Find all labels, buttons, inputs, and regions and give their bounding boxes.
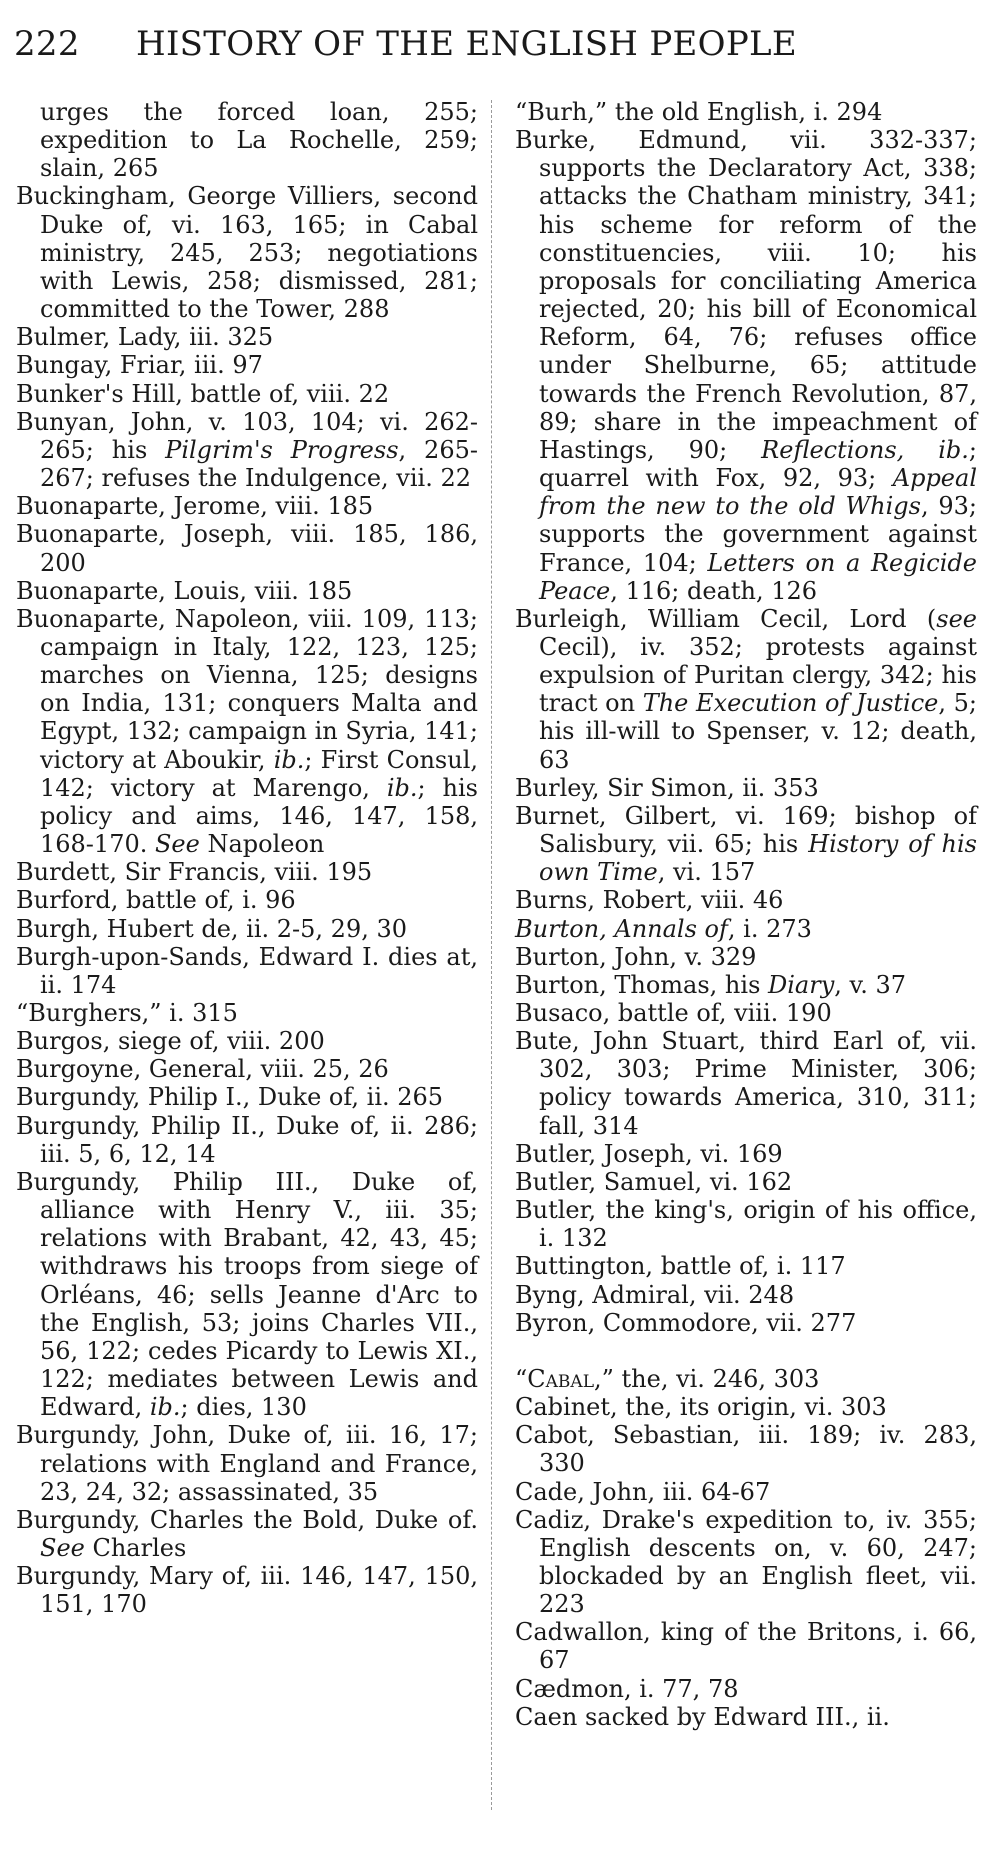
entry-text: Burton, Annals of [515, 914, 728, 943]
entry-text: , i. 273 [727, 914, 812, 943]
entry-text: urges the forced loan, 255; expedition to La Rochelle, 259; slain, 265 [40, 98, 478, 183]
entry-text: History of his own Time [539, 830, 977, 887]
entry-text: Burgundy, Philip III., Duke of, alliance with Henry V., iii. 35; relations with Brabant, 42, 43, 45; withdraws his troops from siege of Orléans, 46; sells Jeanne d'Arc to the English, 53; joins Charles VII., 56, 122; cedes Picardy to Lewis XI., 122; mediates between Lewis and Edward, [16, 1167, 478, 1422]
page-header [14, 22, 974, 66]
index-entry [515, 126, 977, 605]
entry-text: Buckingham, George Villiers, second Duke of, vi. 163, 165; in Cabal ministry, 245, 253; negotiations with Lewis, 258; dismissed, 281; committed to the Tower, 288 [16, 182, 478, 324]
entry-text: Burton, Thomas, his [515, 970, 769, 999]
entry-text: Cabinet, the, its origin, vi. 303 [515, 1393, 887, 1422]
entry-text: Buonaparte, Louis, viii. 185 [16, 576, 353, 605]
index-entry [16, 98, 478, 182]
entry-text: Reflections, ib. [761, 435, 969, 464]
index-entry [515, 1618, 977, 1674]
entry-text: Buonaparte, Jerome, viii. 185 [16, 492, 374, 521]
entry-text: Napoleon [199, 830, 325, 859]
index-entry [515, 1027, 977, 1140]
index-entry [16, 886, 478, 914]
index-entry [16, 323, 478, 351]
entry-text: Bunyan, John, v. 103, 104; vi. 262-265; his [16, 407, 478, 464]
index-entry [515, 774, 977, 802]
index-entry [515, 1309, 977, 1337]
entry-text: Cadiz, Drake's expedition to, iv. 355; English descents on, v. 60, 247; blockaded by an English fleet, vii. 223 [515, 1505, 977, 1619]
entry-text: Burgundy, Philip II., Duke of, ii. 286; iii. 5, 6, 12, 14 [16, 1111, 478, 1168]
entry-text: , 93; supports the government against France, 104; [539, 492, 977, 577]
index-entry [515, 943, 977, 971]
entry-text: ; dies, 130 [180, 1393, 307, 1422]
entry-text: see [936, 604, 977, 633]
index-entry [16, 1168, 478, 1421]
entry-text: Burgoyne, General, viii. 25, 26 [16, 1055, 389, 1084]
entry-text: Butler, Samuel, vi. 162 [515, 1167, 793, 1196]
entry-text: Charles [84, 1533, 187, 1562]
entry-text: “ [515, 1364, 528, 1393]
entry-text: Pilgrim's Progress [165, 435, 399, 464]
entry-text: Burgh-upon-Sands, Edward I. dies at, ii. 174 [16, 942, 478, 999]
index-entry [16, 1112, 478, 1168]
index-entry [515, 1168, 977, 1196]
index-column-left [16, 98, 478, 1618]
index-entry [16, 1083, 478, 1111]
entry-text: Buonaparte, Joseph, viii. 185, 186, 200 [16, 520, 478, 577]
entry-text: The Execution of Justice [642, 689, 939, 718]
index-entry [515, 1703, 977, 1731]
entry-text: Burley, Sir Simon, ii. 353 [515, 773, 819, 802]
entry-text: , vi. 157 [657, 858, 756, 887]
entry-text: “Burghers,” i. 315 [16, 999, 238, 1027]
entry-text: Butler, Joseph, vi. 169 [515, 1139, 783, 1168]
entry-text: Burton, John, v. 329 [515, 942, 757, 971]
entry-text: , 5; his ill-will to Spenser, v. 12; death, 63 [539, 689, 977, 774]
entry-text: Bute, John Stuart, third Earl of, vii. 302, 303; Prime Minister, 306; policy towards America, 310, 311; fall, 314 [515, 1027, 977, 1140]
entry-text: Bungay, Friar, iii. 97 [16, 351, 263, 380]
entry-text: Burgos, siege of, viii. 200 [16, 1027, 325, 1056]
entry-text: Cabot, Sebastian, iii. 189; iv. 283, 330 [515, 1421, 977, 1478]
entry-text: Byng, Admiral, vii. 248 [515, 1280, 795, 1309]
index-entry [16, 577, 478, 605]
entry-text: Cecil), iv. 352; protests against expulsion of Puritan clergy, 342; his tract on [539, 632, 977, 718]
index-entry [16, 915, 478, 943]
entry-text: Burnet, Gilbert, vi. 169; bishop of Salisbury, vii. 65; his [515, 801, 977, 859]
running-title: HISTORY OF THE ENGLISH PEOPLE [136, 24, 797, 64]
index-entry [16, 408, 478, 492]
index-entry [16, 1027, 478, 1055]
index-entry [16, 943, 478, 999]
index-entry [515, 971, 977, 999]
entry-text: Burgundy, Charles the Bold, Duke of. [16, 1505, 478, 1534]
index-entry [515, 999, 977, 1027]
entry-text: ib. [273, 745, 305, 774]
index-entry [16, 605, 478, 858]
entry-text: Byron, Commodore, vii. 277 [515, 1308, 857, 1337]
entry-text: , v. 37 [834, 970, 907, 999]
entry-text: Buttington, battle of, i. 117 [515, 1252, 846, 1281]
entry-text: Bulmer, Lady, iii. 325 [16, 323, 274, 352]
entry-text: Burford, battle of, i. 96 [16, 886, 296, 915]
entry-text: ib. [386, 773, 418, 802]
entry-text: Appeal from the new to the old Whigs [539, 464, 977, 521]
entry-text: Busaco, battle of, viii. 190 [515, 999, 832, 1027]
index-entry [515, 605, 977, 774]
entry-text: Burgh, Hubert de, ii. 2-5, 29, 30 [16, 914, 408, 943]
index-entry [16, 999, 478, 1027]
entry-text: ; quarrel with Fox, 92, 93; [539, 435, 977, 493]
index-entry [515, 886, 977, 914]
entry-text: ,” the, vi. 246, 303 [593, 1364, 820, 1393]
entry-text: Burgundy, Philip I., Duke of, ii. 265 [16, 1083, 444, 1112]
entry-text: ib. [149, 1393, 181, 1422]
index-entry [16, 380, 478, 408]
entry-text: Bunker's Hill, battle of, viii. 22 [16, 379, 390, 408]
entry-text: Caen sacked by Edward III., ii. [515, 1702, 890, 1731]
entry-text: Buonaparte, Napoleon, viii. 109, 113; campaign in Italy, 122, 123, 125; marches on Vienna, 125; designs on India, 131; conquers Malta and Egypt, 132; campaign in Syria, 141; victory at Aboukir, [16, 604, 478, 774]
column-divider [491, 100, 492, 1810]
entry-text: Burdett, Sir Francis, viii. 195 [16, 858, 373, 887]
entry-text: See [40, 1533, 85, 1562]
entry-text: Cadwallon, king of the Britons, i. 66, 67 [515, 1618, 977, 1675]
page-number: 222 [14, 24, 80, 64]
index-entry [515, 1478, 977, 1506]
entry-text: , 116; death, 126 [610, 576, 818, 605]
entry-text: Burgundy, Mary of, iii. 146, 147, 150, 151, 170 [16, 1562, 478, 1619]
index-entry [515, 1252, 977, 1280]
entry-text: Burgundy, John, Duke of, iii. 16, 17; relations with England and France, 23, 24, 32; assassinated, 35 [16, 1421, 478, 1506]
entry-text: Butler, the king's, origin of his office, i. 132 [515, 1196, 977, 1253]
index-entry [515, 1196, 977, 1252]
index-entry [16, 520, 478, 576]
index-entry [515, 98, 977, 126]
entry-text: “Burh,” the old English, i. 294 [515, 98, 883, 126]
index-entry [515, 1365, 977, 1393]
entry-text: Letters on a Regicide Peace [539, 548, 977, 605]
index-entry [16, 182, 478, 323]
entry-text: See [154, 830, 200, 859]
entry-text: Cabal [527, 1364, 594, 1393]
entry-text: ; his policy and aims, 146, 147, 158, 168-170. [40, 773, 479, 859]
index-entry [515, 1421, 977, 1477]
entry-text: , 265-267; refuses the Indulgence, vii. 22 [40, 435, 478, 493]
index-entry [16, 351, 478, 379]
entry-text: Cædmon, i. 77, 78 [515, 1674, 739, 1703]
index-entry [515, 1675, 977, 1703]
entry-text: Cade, John, iii. 64-67 [515, 1477, 771, 1506]
entry-text: Burke, Edmund, vii. 332-337; supports the Declaratory Act, 338; attacks the Chatham ministry, 341; his scheme for reform of the constituencies, viii. 10; his proposals for conciliating America rejected, 20; his bill of Economical Reform, 64, 76; refuses office under Shelburne, 65; attitude towards the French Revolution, 87, 89; share in the impeachment of Hastings, 90; [515, 126, 977, 464]
index-entry [16, 858, 478, 886]
index-entry [16, 1562, 478, 1618]
index-entry [515, 802, 977, 886]
index-entry [515, 1140, 977, 1168]
index-entry [515, 1506, 977, 1619]
index-entry [16, 1055, 478, 1083]
entry-text: Burleigh, William Cecil, Lord ( [515, 604, 937, 633]
index-column-right [515, 98, 977, 1731]
index-entry [16, 492, 478, 520]
entry-text: Diary [768, 970, 835, 999]
index-entry [16, 1421, 478, 1505]
entry-text: Burns, Robert, viii. 46 [515, 886, 784, 915]
index-entry [515, 1393, 977, 1421]
index-entry [16, 1506, 478, 1562]
index-entry [515, 915, 977, 943]
index-entry [515, 1281, 977, 1309]
entry-text: ; First Consul, 142; victory at Marengo, [40, 745, 479, 802]
